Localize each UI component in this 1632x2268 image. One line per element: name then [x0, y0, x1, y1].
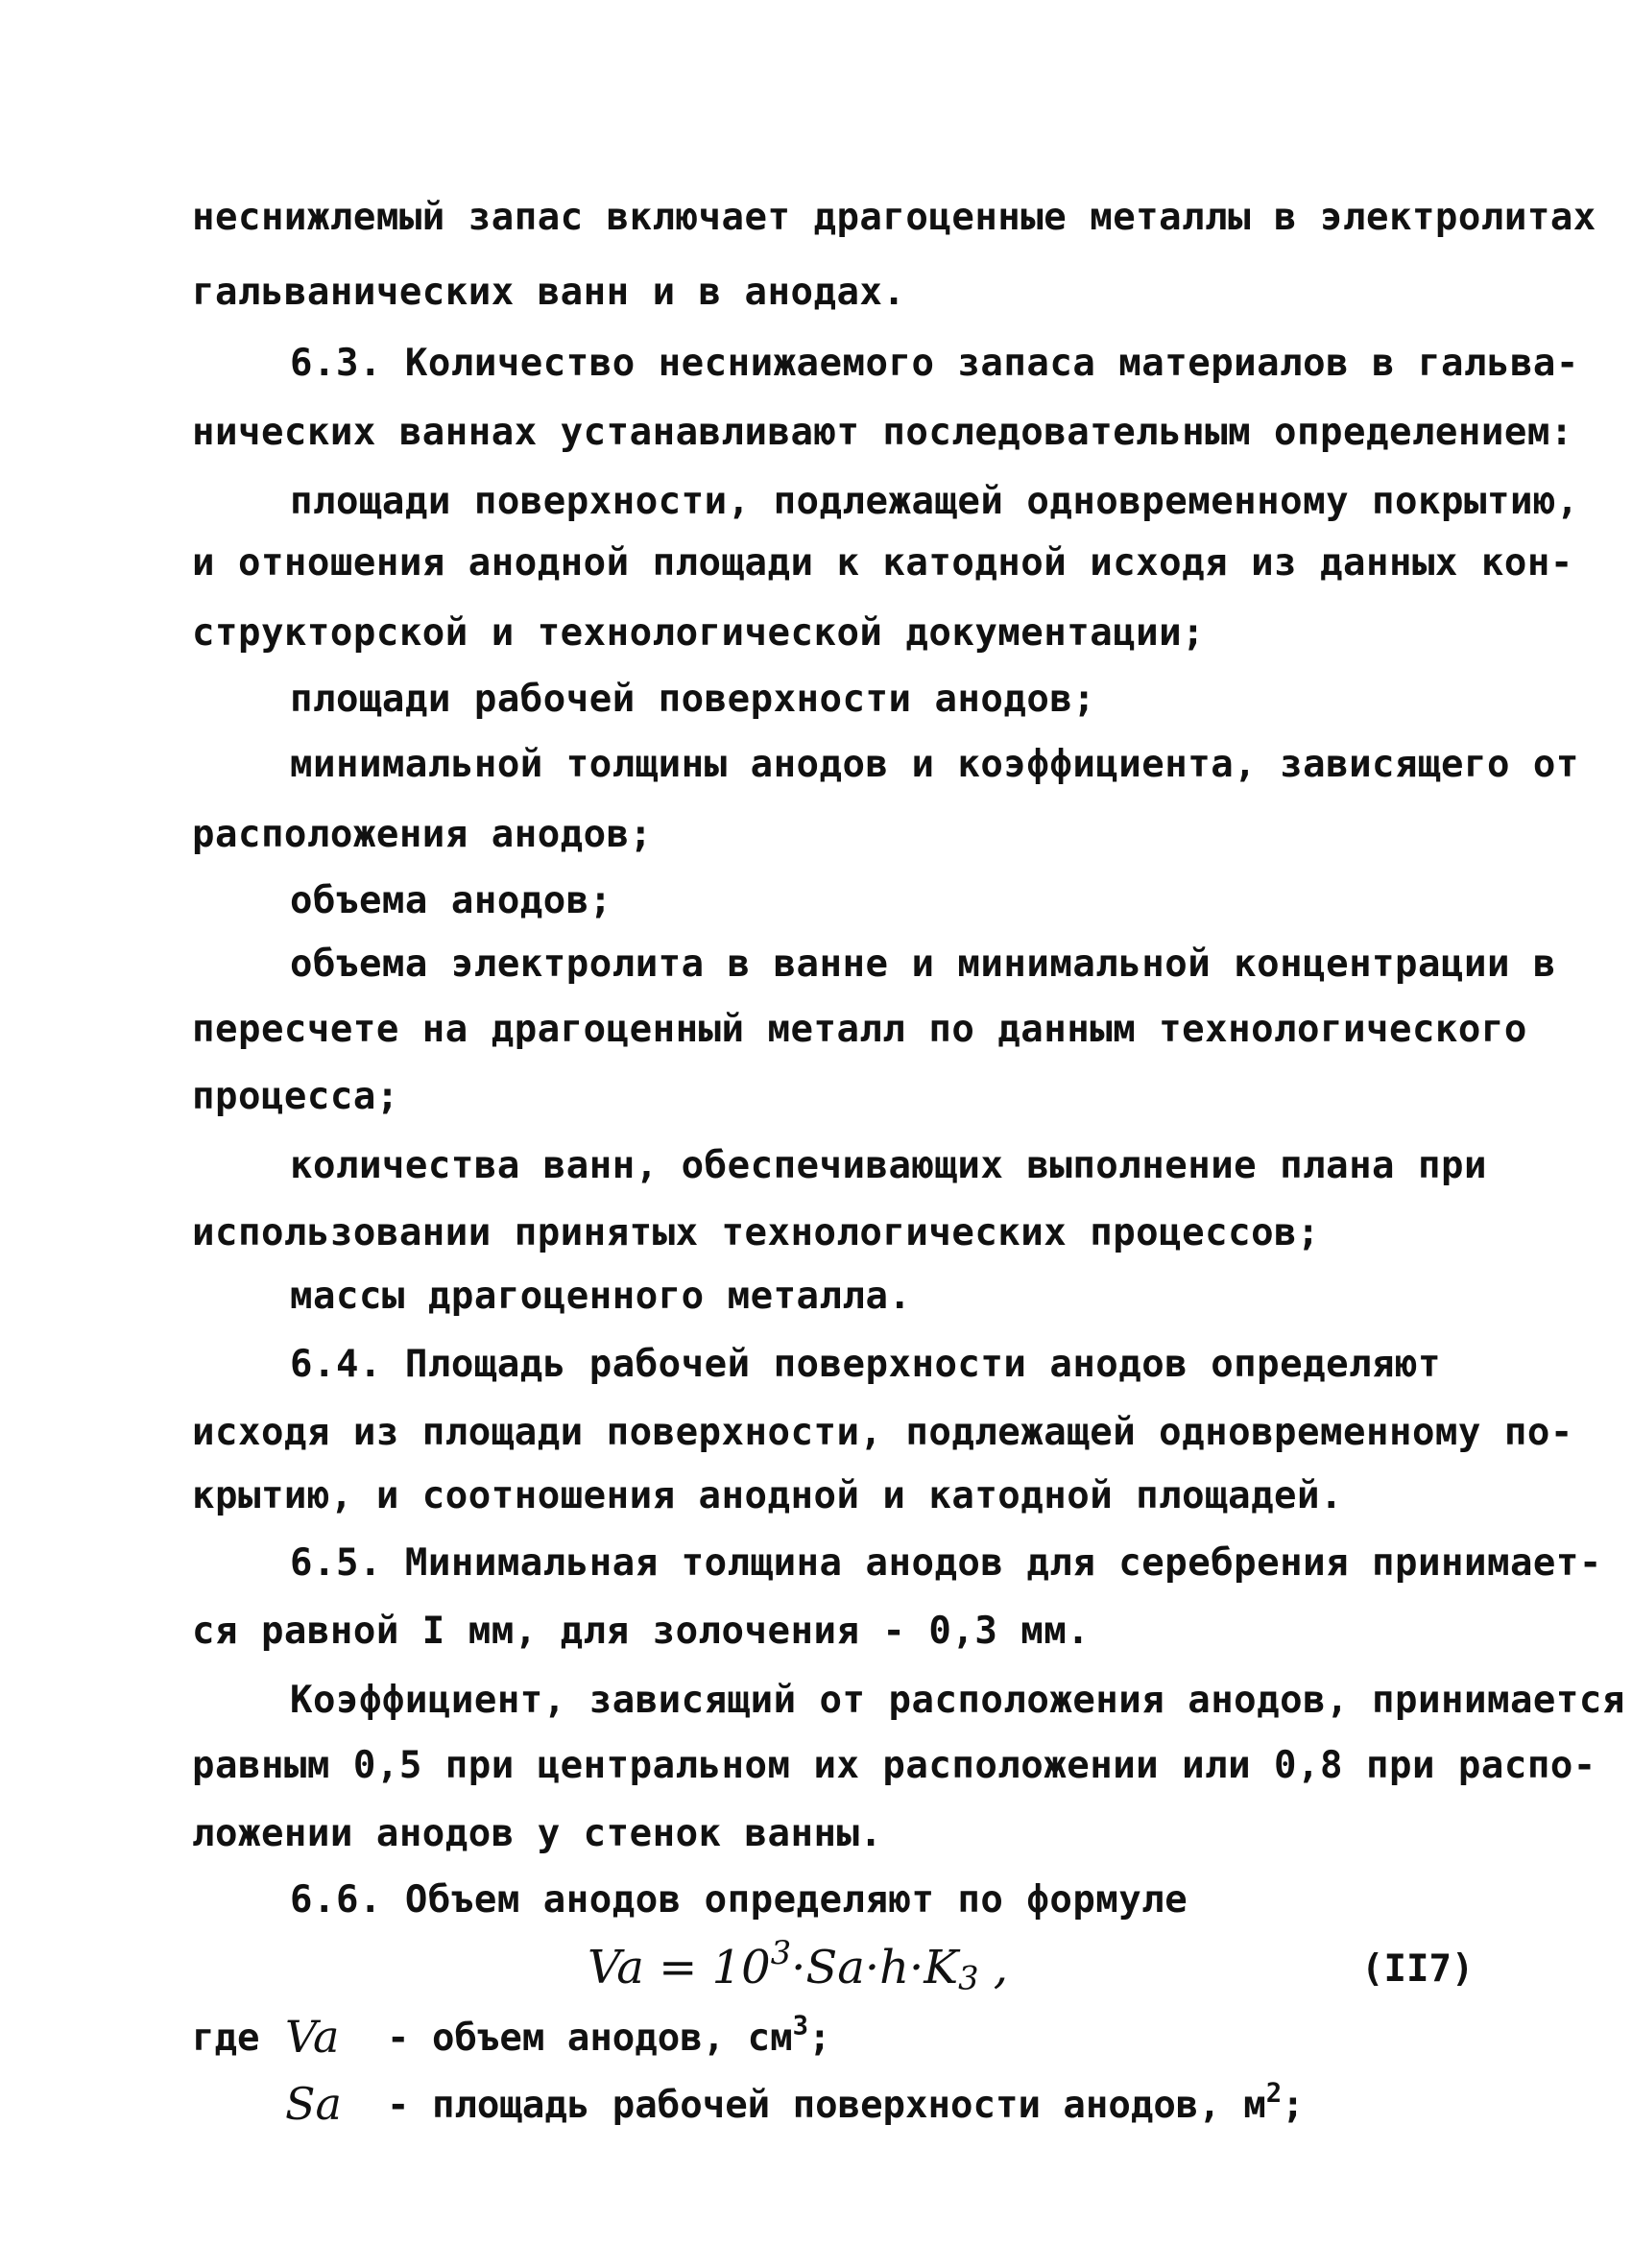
text-line: площади поверхности, подлежащей одновременному покрытию,	[290, 480, 1579, 523]
text-line: расположения анодов;	[192, 813, 653, 856]
text-line: Коэффициент, зависящий от расположения анодов, принимается	[290, 1679, 1625, 1722]
text-line: площади рабочей поверхности анодов;	[290, 678, 1096, 721]
where-desc-va: - объем анодов, $см^3$;	[387, 2011, 831, 2060]
formula-rest: ·Sa·h·K	[791, 1941, 959, 1994]
text-line: исходя из площади поверхности, подлежащей одновременному по-	[192, 1411, 1573, 1454]
where-symbol-va: Va	[285, 2011, 340, 2063]
where-desc-sa: - площадь рабочей поверхности анодов, $м^2$;	[387, 2078, 1305, 2127]
text-line: массы драгоценного металла.	[290, 1275, 912, 1318]
formula-number: (II7)	[1361, 1947, 1475, 1991]
text-line: количества ванн, обеспечивающих выполнение плана при	[290, 1144, 1487, 1187]
formula-sub: 3	[958, 1959, 979, 1997]
text-line: 6.3. Количество неснижаемого запаса материалов в гальва-	[290, 342, 1579, 385]
where-symbol-sa: Sa	[285, 2078, 342, 2130]
text-line: использовании принятых технологических процессов;	[192, 1211, 1321, 1254]
formula-base: 10	[711, 1941, 771, 1994]
text-line: минимальной толщины анодов и коэффициента, зависящего от	[290, 743, 1579, 786]
text-line: 6.6. Объем анодов определяют по формуле	[290, 1878, 1188, 1922]
formula	[588, 1933, 1008, 1997]
where-word: где	[192, 2017, 260, 2060]
text-line: неснижлемый запас включает драгоценные металлы в электролитах	[192, 196, 1596, 239]
formula-eq: =	[643, 1941, 712, 1994]
formula-exp: 3	[770, 1933, 792, 1971]
text-line: гальванических ванн и в анодах.	[192, 271, 906, 314]
text-line: процесса;	[192, 1075, 399, 1118]
text-line: равным 0,5 при центральном их расположении или 0,8 при распо-	[192, 1744, 1596, 1787]
text-line: ся равной I мм, для золочения - 0,3 мм.	[192, 1610, 1091, 1653]
text-line: объема анодов;	[290, 879, 612, 922]
text-line: ложении анодов у стенок ванны.	[192, 1812, 883, 1855]
formula-tail: ,	[978, 1941, 1008, 1994]
text-line: 6.5. Минимальная толщина анодов для серебрения принимает-	[290, 1541, 1602, 1585]
text-line: объема электролита в ванне и минимальной концентрации в	[290, 943, 1556, 986]
text-line: крытию, и соотношения анодной и катодной площадей.	[192, 1474, 1343, 1517]
text-line: и отношения анодной площади к катодной исходя из данных кон-	[192, 541, 1573, 585]
text-line: нических ваннах устанавливают последовательным определением:	[192, 411, 1573, 454]
text-line: 6.4. Площадь рабочей поверхности анодов определяют	[290, 1343, 1441, 1386]
text-line: пересчете на драгоценный металл по данным технологического	[192, 1008, 1527, 1051]
formula-va: Va	[588, 1941, 644, 1994]
text-line: структорской и технологической документации;	[192, 611, 1206, 655]
